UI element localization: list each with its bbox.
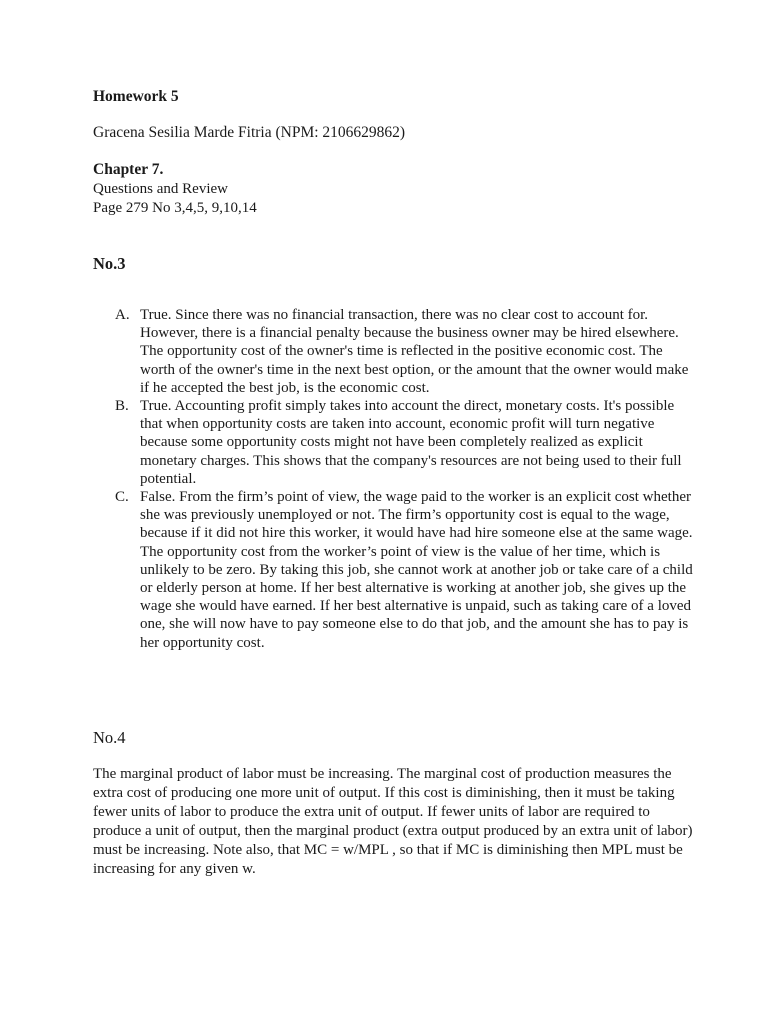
answer-text: False. From the firm’s point of view, the wage paid to the worker is an explicit cost whether she was previously unemployed or not. The firm’s opportunity cost is equal to the wage, because if it did not hire this worker, it would have had hire someone else at the same wage. The opportunity cost from the worker’s point of view is the value of her time, which is unlikely to be zero. By taking this job, she cannot work at another job or take care of a child or elderly person at home. If her best alternative is working at another job, she gives up the wage she would have earned. If her best alternative is unpaid, such as taking care of a loved one, she will now have to pay someone else to do that job, and the amount she has to pay is her opportunity cost. <box>140 489 693 651</box>
chapter-heading: Chapter 7. <box>93 161 164 178</box>
author-line: Gracena Sesilia Marde Fitria (NPM: 2106629862) <box>93 124 406 141</box>
chapter-subtitle: Questions and Review <box>93 181 228 197</box>
answer-item-a <box>115 306 695 397</box>
answer-item-b <box>115 397 695 488</box>
answer-letter: B. <box>115 398 129 415</box>
answer-paragraph-no4: The marginal product of labor must be increasing. The marginal cost of production measures the extra cost of producing one more unit of output. If this cost is diminishing, then it must be taking fewer units of labor to produce the extra unit of output. If fewer units of labor are required to produce a unit of output, then the marginal product (extra output produced by an extra unit of labor) must be increasing. Note also, that MC = w/MPL , so that if MC is diminishing then MPL must be increasing for any given w. <box>93 766 693 878</box>
section-heading-no3: No.3 <box>93 254 126 273</box>
page-reference: Page 279 No 3,4,5, 9,10,14 <box>93 200 257 216</box>
answer-text: True. Since there was no financial transaction, there was no clear cost to account for. However, there is a financial penalty because the business owner may be hired elsewhere. The opportunity cost of the owner's time is reflected in the positive economic cost. The worth of the owner's time in the next best option, or the amount that the owner would make if he accepted the best job, is the economic cost. <box>140 307 689 396</box>
answer-list <box>115 306 695 652</box>
answer-item-c <box>115 488 695 652</box>
answer-text: True. Accounting profit simply takes into account the direct, monetary costs. It's possible that when opportunity costs are taken into account, economic profit will turn negative because some opportunity costs might not have been completely realized as explicit monetary charges. This shows that the company's resources are not being used to their full potential. <box>140 398 682 487</box>
answer-letter: C. <box>115 489 129 506</box>
section-heading-no4: No.4 <box>93 728 126 747</box>
document-title: Homework 5 <box>93 88 179 105</box>
answer-letter: A. <box>115 307 130 323</box>
